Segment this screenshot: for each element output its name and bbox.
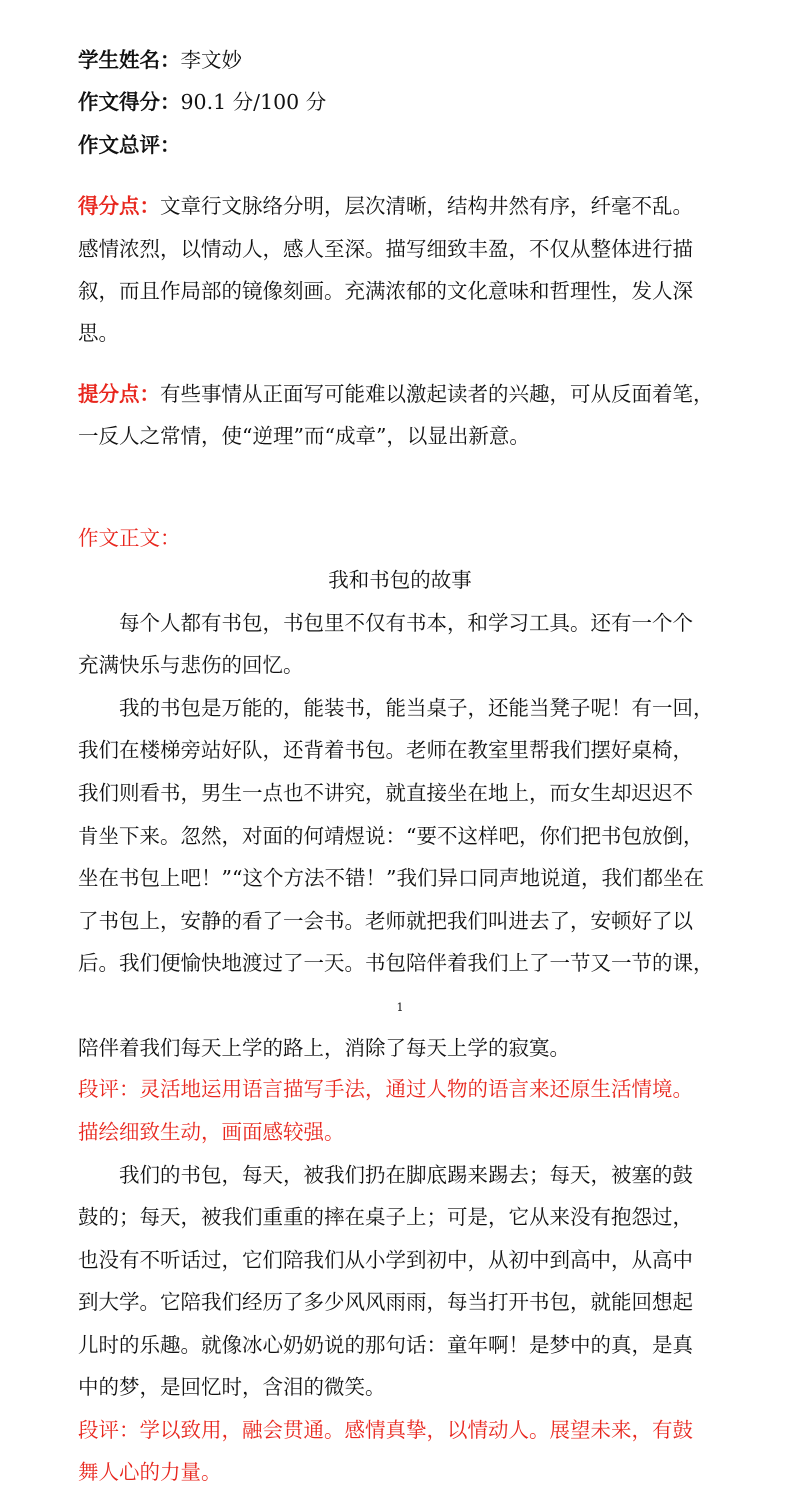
para2-line-5: 坐在书包上吧！”“这个方法不错！”我们异口同声地说道，我们都坐在 <box>78 866 704 890</box>
score-label: 作文得分： <box>78 90 181 114</box>
essay-body-label: 作文正文： <box>78 526 181 550</box>
improve-points-line <box>78 373 728 416</box>
score-value: 90.1 分/100 分 <box>180 90 327 114</box>
para2-line-2: 我们在楼梯旁站好队，还背着书包。老师在教室里帮我们摆好桌椅， <box>78 738 693 762</box>
page-number: 1 <box>396 1001 404 1014</box>
paragraph-comment-2-line-2: 舞人心的力量。 <box>78 1460 222 1484</box>
improve-points-text-2: 一反人之常情，使“逆理”而“成章”，以显出新意。 <box>78 424 530 448</box>
para3-line-2: 鼓的；每天，被我们重重的摔在桌子上；可是，它从来没有抱怨过， <box>78 1205 693 1229</box>
score-points-text-4: 思。 <box>78 321 119 345</box>
para3-line-6: 中的梦，是回忆时，含泪的微笑。 <box>78 1375 386 1399</box>
overall-comment-label: 作文总评： <box>78 133 181 157</box>
para2-line-7: 后。我们便愉快地渡过了一天。书包陪伴着我们上了一节又一节的课， <box>78 951 714 975</box>
para2-continued: 陪伴着我们每天上学的路上，消除了每天上学的寂寞。 <box>78 1036 570 1060</box>
para3-line-4: 到大学。它陪我们经历了多少风风雨雨，每当打开书包，就能回想起 <box>78 1290 693 1314</box>
paragraph-comment-1-line-1: 段评：灵活地运用语言描写手法，通过人物的语言来还原生活情境。 <box>78 1077 693 1101</box>
paragraph-comment-2-line-1: 段评：学以致用，融会贯通。感情真挚，以情动人。展望未来，有鼓 <box>78 1418 693 1442</box>
student-name-line <box>78 39 728 82</box>
para1-line-2: 充满快乐与悲伤的回忆。 <box>78 653 304 677</box>
paragraph-comment-1-line-2: 描绘细致生动，画面感较强。 <box>78 1120 345 1144</box>
para3-line-1: 我们的书包，每天，被我们扔在脚底踢来踢去；每天，被塞的鼓 <box>78 1163 693 1187</box>
score-points-line <box>78 185 728 228</box>
student-name-label: 学生姓名： <box>78 48 181 72</box>
score-line <box>78 81 728 124</box>
improve-points-label: 提分点： <box>78 382 160 406</box>
student-name-value: 李文妙 <box>180 48 242 72</box>
para2-line-4: 肯坐下来。忽然，对面的何靖煜说：“要不这样吧，你们把书包放倒， <box>78 824 704 848</box>
essay-title: 我和书包的故事 <box>328 568 472 592</box>
score-points-text-3: 叙，而且作局部的镜像刻画。充满浓郁的文化意味和哲理性，发人深 <box>78 279 693 303</box>
improve-points-text-1: 有些事情从正面写可能难以激起读者的兴趣，可从反面着笔， <box>160 382 714 406</box>
para2-line-3: 我们则看书，男生一点也不讲究，就直接坐在地上，而女生却迟迟不 <box>78 781 693 805</box>
score-points-text-1: 文章行文脉络分明，层次清晰，结构井然有序，纤毫不乱。 <box>160 194 693 218</box>
para2-line-6: 了书包上，安静的看了一会书。老师就把我们叫进去了，安顿好了以 <box>78 909 693 933</box>
para1-line-1: 每个人都有书包，书包里不仅有书本，和学习工具。还有一个个 <box>78 611 693 635</box>
score-points-label: 得分点： <box>78 194 160 218</box>
para2-line-1: 我的书包是万能的，能装书，能当桌子，还能当凳子呢！有一回， <box>78 696 714 720</box>
para3-line-3: 也没有不听话过，它们陪我们从小学到初中，从初中到高中，从高中 <box>78 1248 693 1272</box>
para3-line-5: 儿时的乐趣。就像冰心奶奶说的那句话：童年啊！是梦中的真，是真 <box>78 1333 693 1357</box>
score-points-text-2: 感情浓烈，以情动人，感人至深。描写细致丰盈，不仅从整体进行描 <box>78 237 693 261</box>
